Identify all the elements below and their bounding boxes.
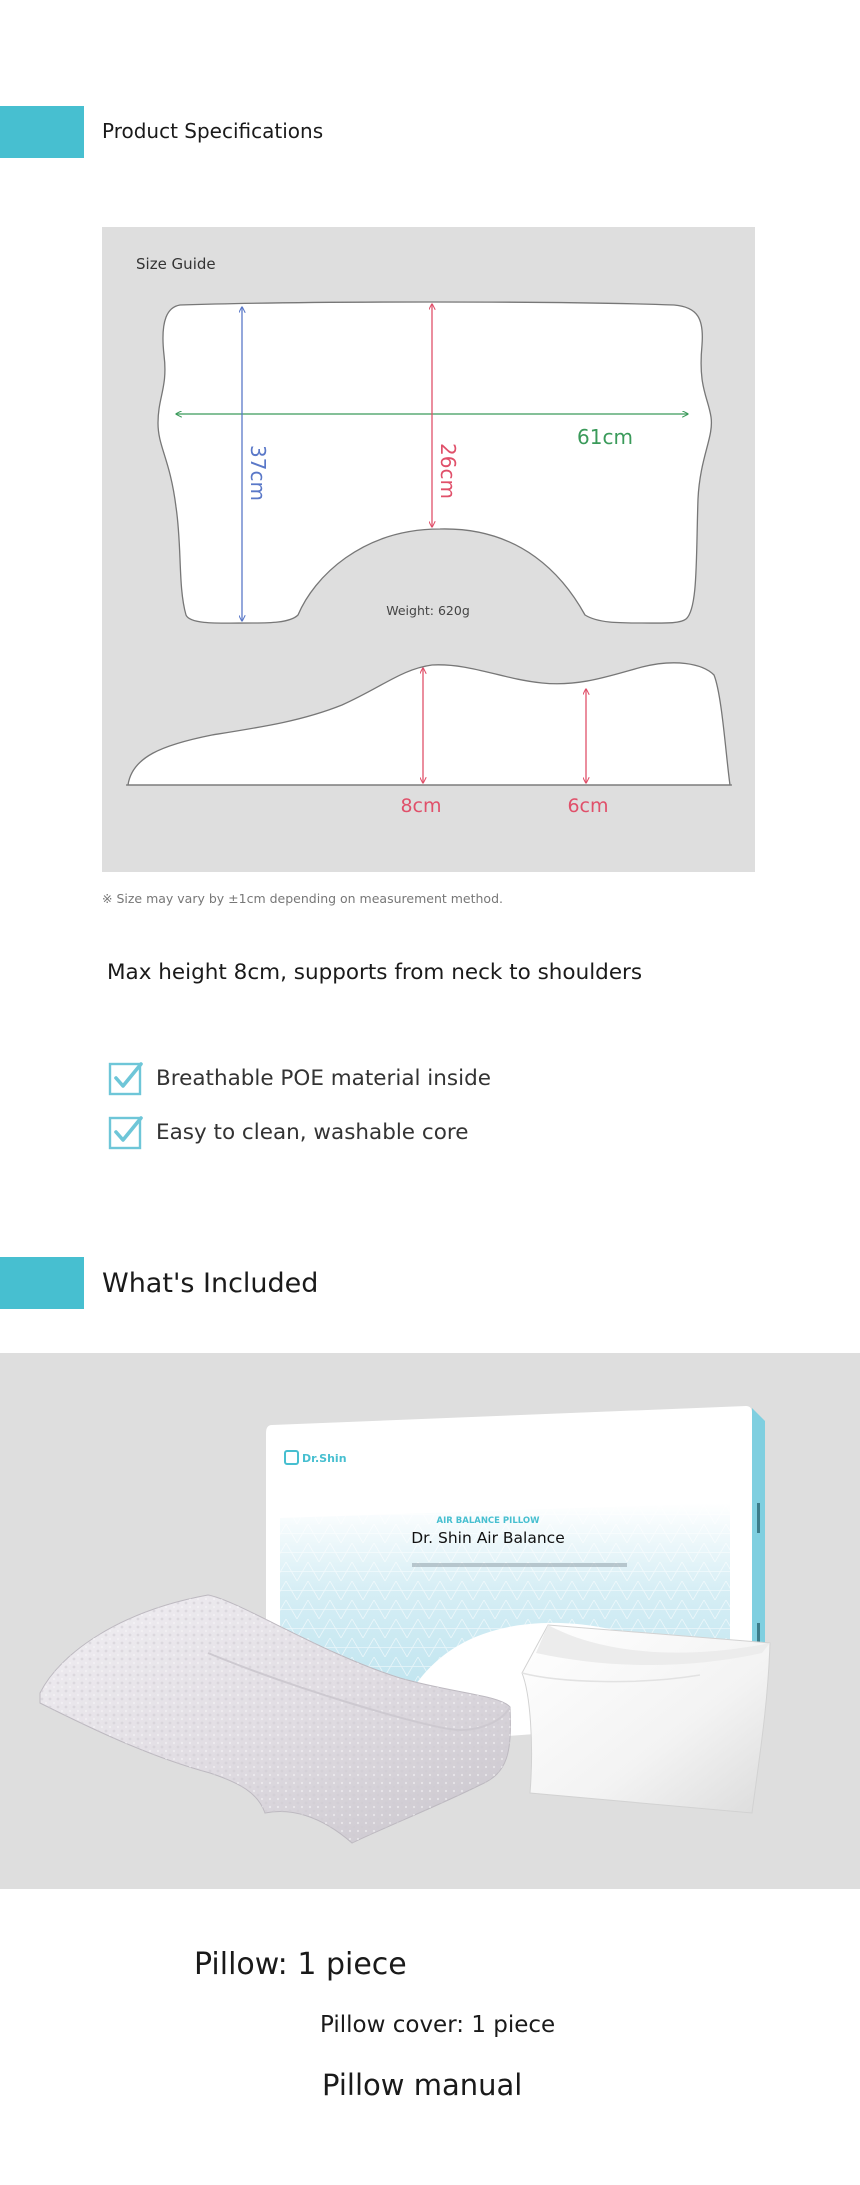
weight-label: Weight: 620g bbox=[386, 603, 470, 618]
pillow-top-view-outline bbox=[158, 302, 711, 623]
package-photo-panel bbox=[0, 1353, 860, 1889]
box-brand: Dr.Shin bbox=[302, 1452, 347, 1465]
checkbox-checked-icon bbox=[108, 1060, 144, 1096]
section-marker-included bbox=[0, 1257, 84, 1309]
box-product-name: Dr. Shin Air Balance bbox=[411, 1529, 565, 1547]
size-guide-panel bbox=[102, 227, 755, 872]
item-pillow: Pillow: 1 piece bbox=[194, 1947, 407, 1982]
box-fine-print bbox=[412, 1563, 627, 1567]
center-label: 26cm bbox=[436, 443, 460, 499]
specs-section-title: Product Specifications bbox=[102, 119, 324, 143]
feature-label: Easy to clean, washable core bbox=[156, 1119, 469, 1145]
length-label: 37cm bbox=[246, 445, 270, 501]
included-section-title: What's Included bbox=[102, 1268, 319, 1299]
section-marker-specs bbox=[0, 106, 84, 158]
feature-item-breathable bbox=[108, 1060, 491, 1096]
height-headline: Max height 8cm, supports from neck to shoulders bbox=[107, 960, 643, 985]
size-variation-note: ※ Size may vary by ±1cm depending on measurement method. bbox=[102, 891, 503, 906]
size-guide-heading: Size Guide bbox=[136, 255, 216, 273]
feature-item-washable bbox=[108, 1114, 468, 1150]
feature-label: Breathable POE material inside bbox=[156, 1065, 491, 1091]
width-label: 61cm bbox=[577, 425, 633, 449]
pillow-side-view-outline bbox=[128, 663, 730, 785]
box-kicker: AIR BALANCE PILLOW bbox=[436, 1516, 540, 1526]
package-illustration bbox=[0, 1353, 860, 1889]
checkbox-checked-icon bbox=[108, 1114, 144, 1150]
item-pillow-manual: Pillow manual bbox=[322, 2068, 523, 2102]
high-label: 8cm bbox=[400, 795, 442, 817]
low-label: 6cm bbox=[567, 795, 609, 817]
pillow-cover bbox=[522, 1625, 770, 1813]
box-side-print bbox=[757, 1503, 760, 1533]
item-pillow-cover: Pillow cover: 1 piece bbox=[320, 2012, 556, 2038]
size-guide-diagram bbox=[102, 227, 755, 872]
